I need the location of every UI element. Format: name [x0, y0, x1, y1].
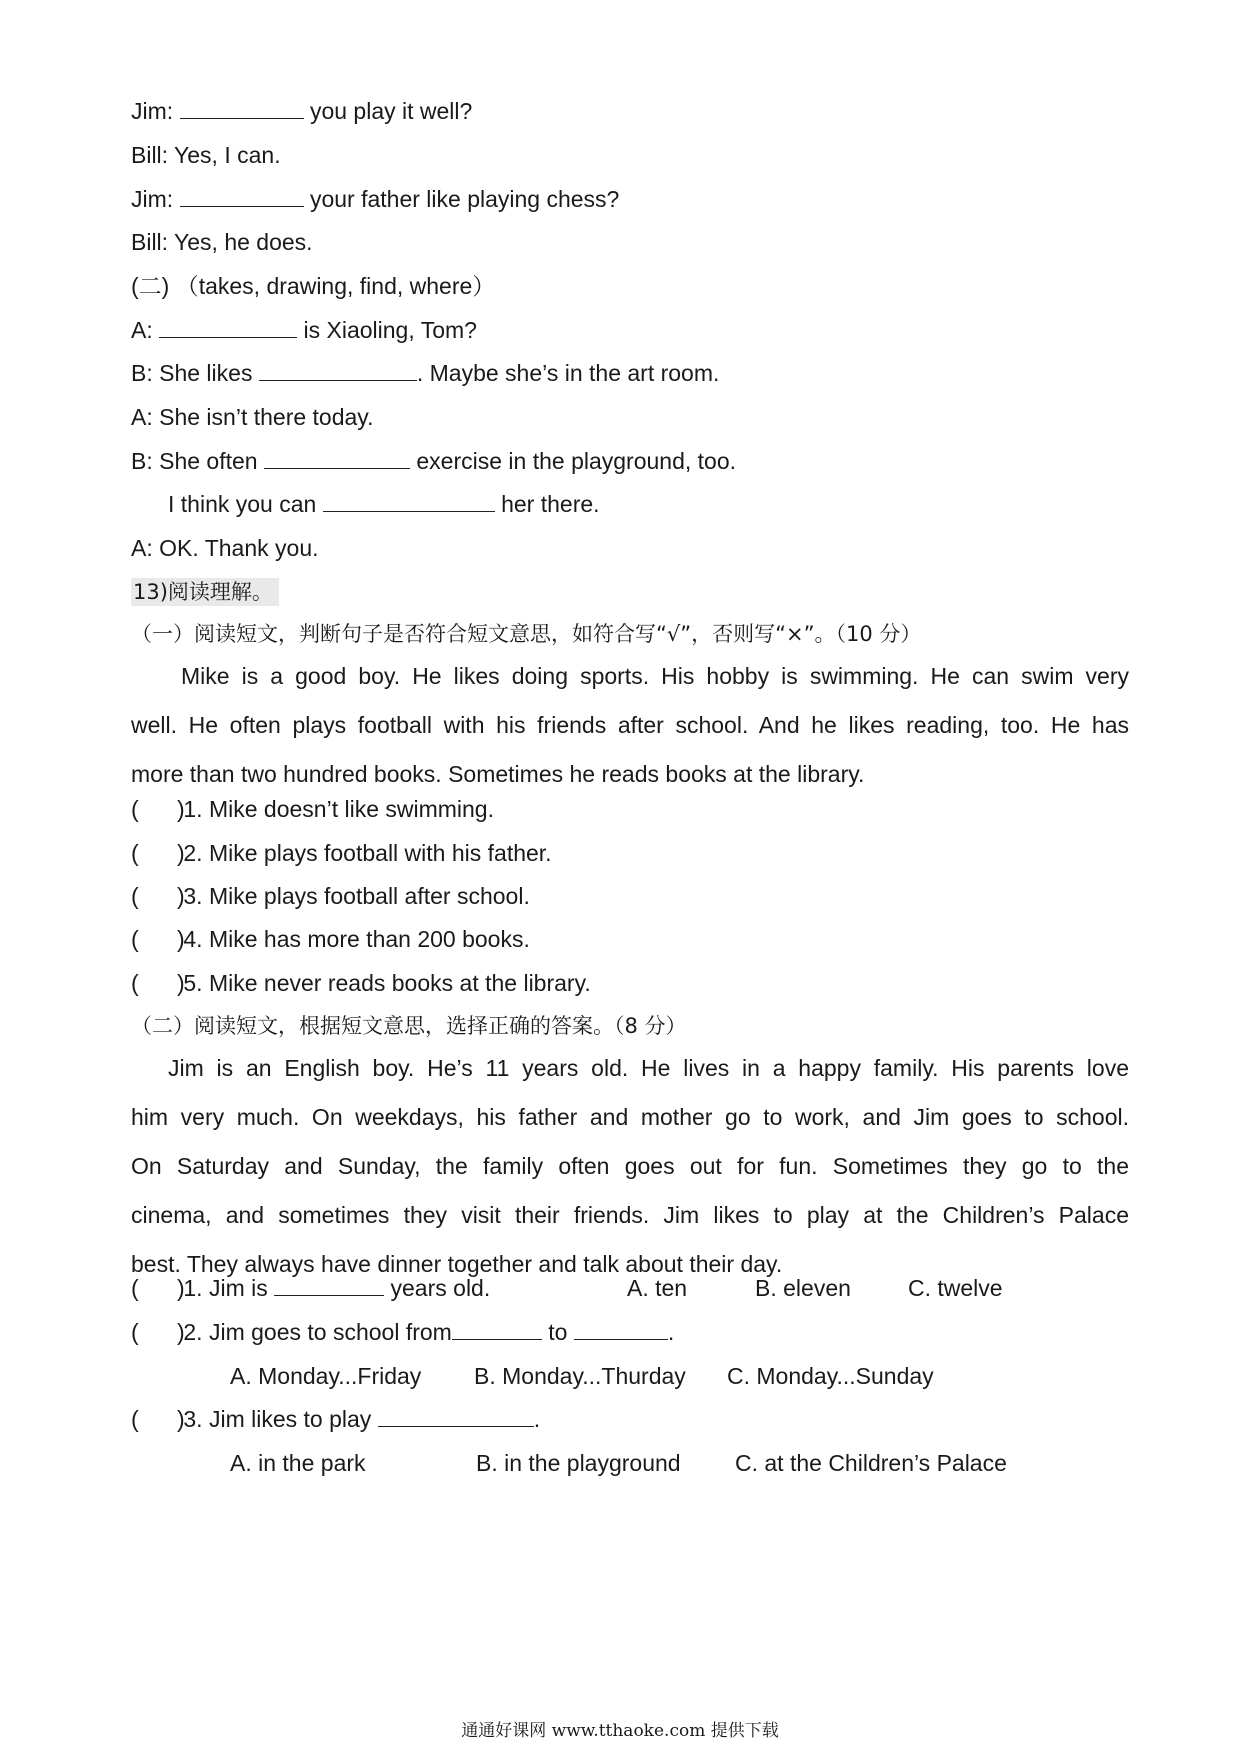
passage-line: On Saturday and Sunday, the family often goes out for fun. Sometimes they go to the — [131, 1153, 1129, 1179]
tf-statement: 4. Mike has more than 200 books. — [183, 926, 530, 952]
sentence-text: I think you can — [168, 491, 317, 517]
speaker-label: Jim: — [131, 186, 174, 212]
tf-statement: 5. Mike never reads books at the library. — [183, 970, 591, 996]
tf-item — [131, 881, 1130, 911]
tf-statement: 3. Mike plays football after school. — [183, 883, 530, 909]
sentence-text: is Xiaoling, Tom? — [303, 317, 477, 343]
passage-line: Mike is a good boy. He likes doing sports. His hobby is swimming. He can swim very — [181, 663, 1129, 689]
tf-statement: 2. Mike plays football with his father. — [183, 840, 552, 866]
question-text: to — [548, 1319, 568, 1345]
dialog2-heading: (二) （takes, drawing, find, where） — [131, 273, 496, 299]
option-a[interactable]: A. Monday...Friday — [230, 1363, 422, 1389]
tf-item — [131, 968, 1130, 998]
fill-blank[interactable] — [259, 358, 417, 381]
page-footer: 通通好课网 www.tthaoke.com 提供下载 — [461, 1721, 779, 1741]
sentence-text: your father like playing chess? — [309, 186, 620, 212]
dialog1-line4: Bill: Yes, he does. — [131, 229, 313, 255]
option-c[interactable]: C. at the Children’s Palace — [735, 1450, 1007, 1476]
question-label: 13)阅读理解。 — [131, 578, 279, 606]
speaker-label: Jim: — [131, 98, 174, 124]
answer-bracket[interactable]: ( ) — [131, 970, 185, 996]
question-text: . — [667, 1319, 675, 1345]
dialog1-line3 — [131, 184, 1130, 214]
answer-bracket[interactable]: ( ) — [131, 1319, 185, 1345]
fill-blank[interactable] — [264, 446, 410, 469]
part1-heading: （一）阅读短文，判断句子是否符合短文意思，如符合写“√”，否则写“×”。（10 分） — [131, 622, 922, 646]
question-text: 2. Jim goes to school from — [183, 1319, 452, 1345]
passage-line: well. He often plays football with his friends after school. And he likes reading, too. He has — [131, 712, 1129, 738]
fill-blank[interactable] — [323, 489, 495, 512]
mc-item-3 — [131, 1404, 1130, 1434]
answer-bracket[interactable]: ( ) — [131, 883, 185, 909]
part2-heading: （二）阅读短文，根据短文意思，选择正确的答案。（8 分） — [131, 1014, 687, 1038]
dialog2-line6: A: OK. Thank you. — [131, 535, 319, 561]
option-a[interactable]: A. ten — [627, 1275, 688, 1301]
dialog2-line2 — [131, 358, 1130, 388]
fill-blank[interactable] — [180, 184, 304, 207]
fill-blank[interactable] — [159, 315, 297, 338]
sentence-text: B: She often — [131, 448, 258, 474]
tf-item — [131, 838, 1130, 868]
option-b[interactable]: B. in the playground — [476, 1450, 681, 1476]
fill-blank[interactable] — [574, 1317, 668, 1340]
passage-1 — [131, 652, 1129, 799]
option-a[interactable]: A. in the park — [230, 1450, 366, 1476]
passage-line: Jim is an English boy. He’s 11 years old. He lives in a happy family. His parents love — [168, 1055, 1129, 1081]
sentence-text: B: She likes — [131, 360, 253, 386]
answer-bracket[interactable]: ( ) — [131, 796, 185, 822]
question-text: 3. Jim likes to play — [183, 1406, 372, 1432]
fill-blank[interactable] — [274, 1273, 384, 1296]
answer-bracket[interactable]: ( ) — [131, 840, 185, 866]
answer-bracket[interactable]: ( ) — [131, 1275, 185, 1301]
passage-line: best. They always have dinner together and talk about their day. — [131, 1251, 783, 1277]
fill-blank[interactable] — [180, 96, 304, 119]
option-c[interactable]: C. twelve — [908, 1275, 1003, 1301]
dialog1-line1 — [131, 96, 1130, 126]
dialog1-line2: Bill: Yes, I can. — [131, 142, 281, 168]
dialog2-line3: A: She isn’t there today. — [131, 404, 374, 430]
passage-line: more than two hundred books. Sometimes he reads books at the library. — [131, 761, 865, 787]
dialog2-line5 — [168, 489, 1130, 519]
speaker-label: A: — [131, 317, 153, 343]
question-text: . — [533, 1406, 541, 1432]
mc-item-1 — [131, 1273, 1130, 1303]
option-b[interactable]: B. Monday...Thurday — [474, 1363, 686, 1389]
sentence-text: you play it well? — [309, 98, 473, 124]
dialog2-line4 — [131, 446, 1130, 476]
dialog2-line1 — [131, 315, 1130, 345]
sentence-text: her there. — [501, 491, 600, 517]
sentence-text: exercise in the playground, too. — [416, 448, 737, 474]
sentence-text: . Maybe she’s in the art room. — [416, 360, 720, 386]
passage-line: cinema, and sometimes they visit their friends. Jim likes to play at the Children’s Palace — [131, 1202, 1129, 1228]
option-c[interactable]: C. Monday...Sunday — [727, 1363, 934, 1389]
fill-blank[interactable] — [378, 1404, 534, 1427]
answer-bracket[interactable]: ( ) — [131, 1406, 185, 1432]
answer-bracket[interactable]: ( ) — [131, 926, 185, 952]
tf-statement: 1. Mike doesn’t like swimming. — [183, 796, 494, 822]
passage-2 — [131, 1044, 1129, 1289]
fill-blank[interactable] — [452, 1317, 542, 1340]
question-text: 1. Jim is — [183, 1275, 268, 1301]
question-13-label — [131, 576, 1130, 607]
tf-item — [131, 794, 1130, 824]
option-b[interactable]: B. eleven — [755, 1275, 851, 1301]
mc-item-2 — [131, 1317, 1130, 1347]
passage-line: him very much. On weekdays, his father and mother go to work, and Jim goes to school. — [131, 1104, 1129, 1130]
tf-item — [131, 924, 1130, 954]
question-text: years old. — [390, 1275, 491, 1301]
